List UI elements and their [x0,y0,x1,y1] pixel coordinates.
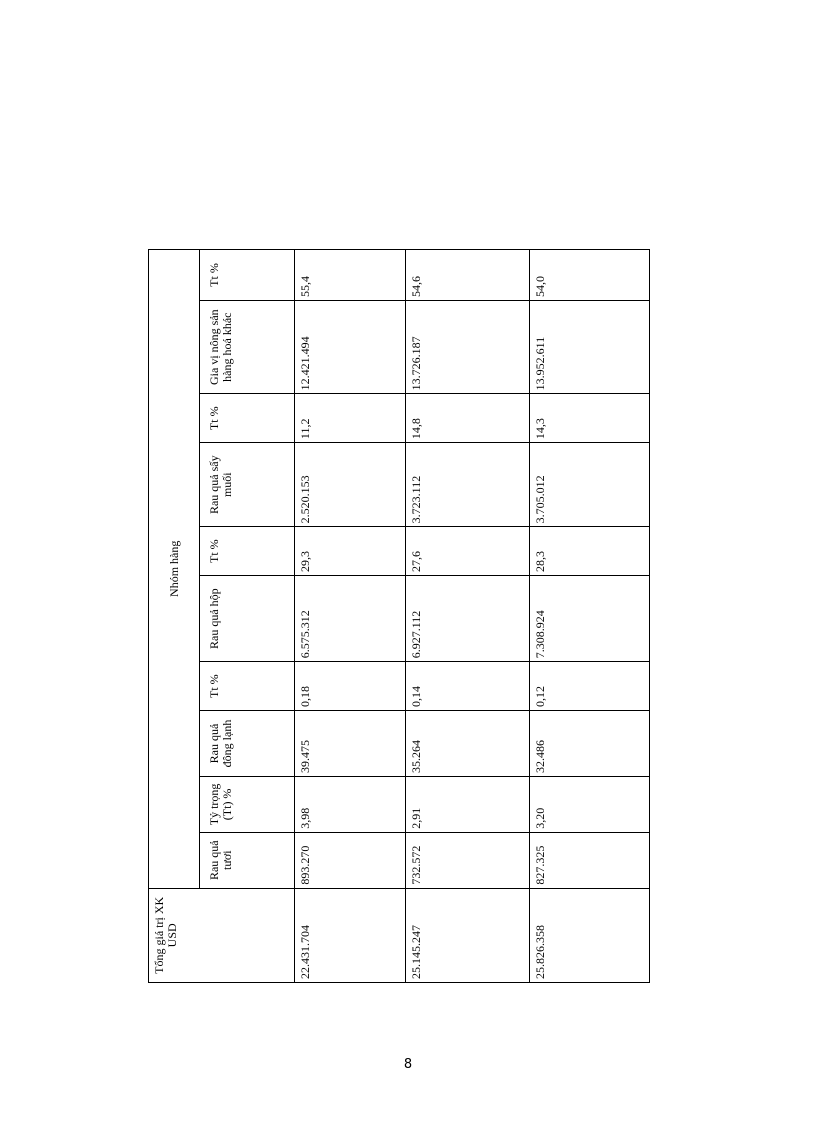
table-cell: 13.952.611 [530,300,650,393]
row-total: 25.826.358 [530,888,650,982]
table-cell: 7.308.924 [530,576,650,662]
column-header: Tt % [200,662,295,711]
table-cell: 893.270 [295,832,406,888]
table-cell: 28,3 [530,527,650,576]
table-cell: 14,3 [530,394,650,443]
group-header: Nhóm hàng [149,250,200,889]
table-cell: 3.705.012 [530,443,650,527]
header-row-top [149,250,200,983]
table-cell: 13.726.187 [406,300,530,393]
column-header: Tỷ trọng (Tt) % [200,776,295,832]
total-value-header: Tổng giá trị XK USD [149,888,295,982]
column-header: Tt % [200,394,295,443]
table-cell: 55,4 [295,250,406,301]
table-cell: 3.723.112 [406,443,530,527]
column-header: Gia vị nông sản hàng hoá khác [200,300,295,393]
column-header: Tt % [200,527,295,576]
table-cell: 12.421.494 [295,300,406,393]
table-cell: 827.325 [530,832,650,888]
row-total: 22.431.704 [295,888,406,982]
column-header: Rau quả tươi [200,832,295,888]
column-header: Tt % [200,250,295,301]
column-header: Rau quả sấy muối [200,443,295,527]
table-cell: 6.575.312 [295,576,406,662]
table-cell: 0,14 [406,662,530,711]
table-cell: 35.264 [406,711,530,777]
table-row [295,250,406,983]
table-cell: 2.520.153 [295,443,406,527]
rotated-table-wrapper [148,249,649,983]
table-cell: 0,12 [530,662,650,711]
table-cell: 3,20 [530,776,650,832]
table-cell: 29,3 [295,527,406,576]
export-value-table [148,249,650,983]
table-cell: 732.572 [406,832,530,888]
table-cell: 6.927.112 [406,576,530,662]
column-header: Rau quả hộp [200,576,295,662]
row-total: 25.145.247 [406,888,530,982]
table-cell: 14,8 [406,394,530,443]
table-cell: 3,98 [295,776,406,832]
table-cell: 54,6 [406,250,530,301]
page-number: 8 [403,1057,413,1072]
table-cell: 39.475 [295,711,406,777]
table-cell: 11,2 [295,394,406,443]
table-cell: 54,0 [530,250,650,301]
table-cell: 0,18 [295,662,406,711]
table-row [406,250,530,983]
column-header: Rau quả đông lạnh [200,711,295,777]
table-cell: 27,6 [406,527,530,576]
table-cell: 2,91 [406,776,530,832]
table-cell: 32.486 [530,711,650,777]
table-row [530,250,650,983]
header-row-columns [200,250,295,983]
